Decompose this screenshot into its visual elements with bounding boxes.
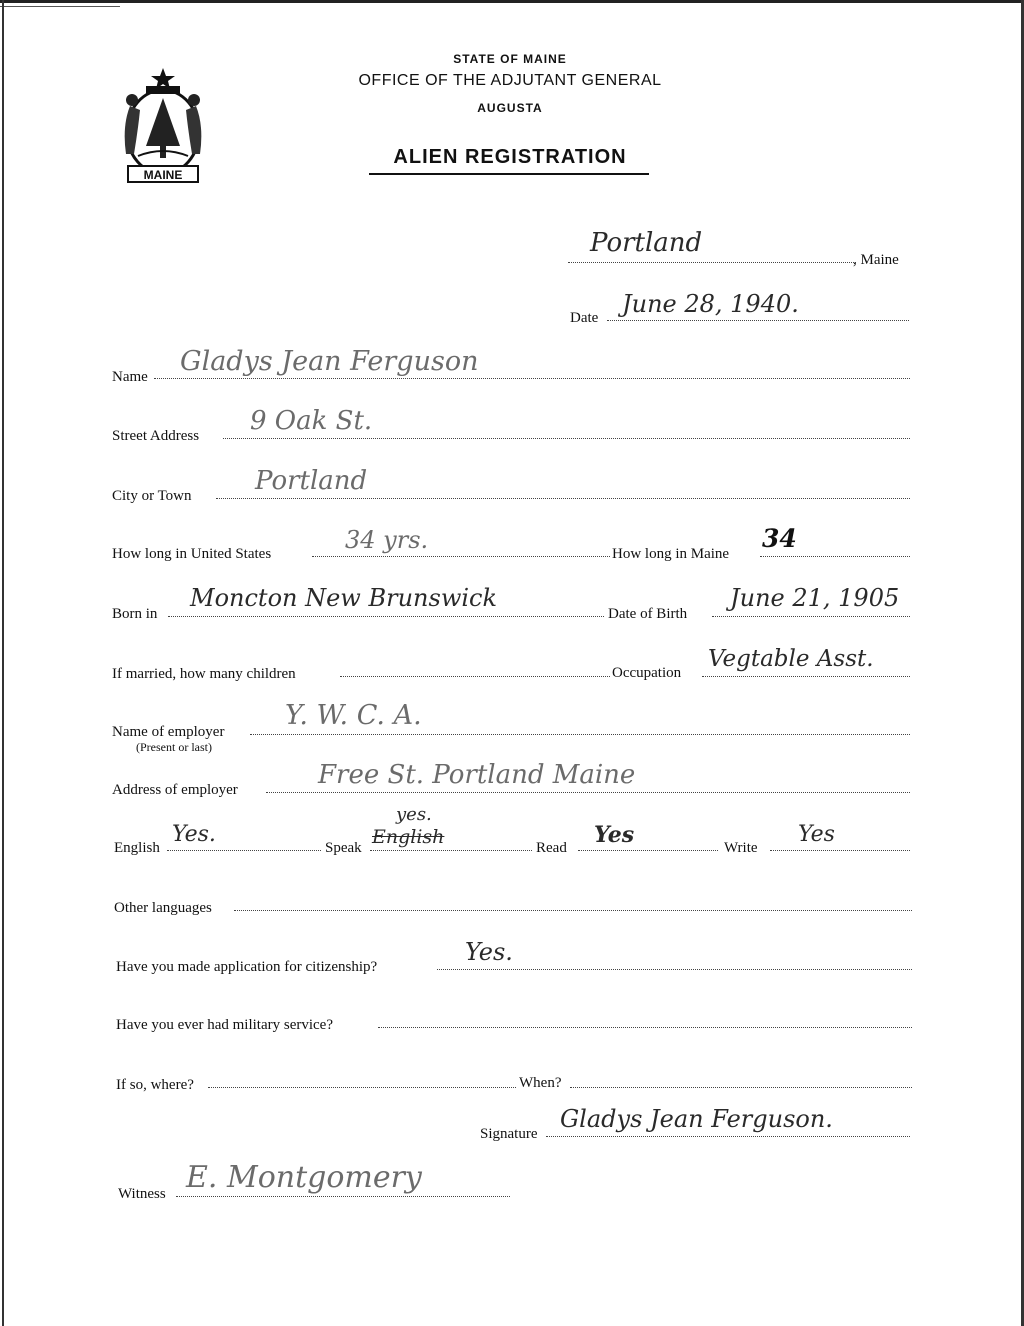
citizenship-line <box>437 969 912 970</box>
how-long-maine-value: 34 <box>762 524 797 553</box>
top-border-mark <box>0 6 120 7</box>
military-label: Have you ever had military service? <box>116 1017 333 1033</box>
street-address-label: Street Address <box>112 428 200 444</box>
english-value: Yes. <box>172 822 216 847</box>
read-line <box>578 850 718 851</box>
occupation-value: Vegtable Asst. <box>708 646 874 672</box>
how-long-maine-line <box>760 556 910 557</box>
street-address-line <box>223 438 910 439</box>
top-border <box>0 0 1024 3</box>
occupation-line <box>702 676 910 677</box>
how-long-us-line <box>312 556 610 557</box>
employer-value: Y. W. C. A. <box>285 700 422 731</box>
signature-value: Gladys Jean Ferguson. <box>560 1105 833 1133</box>
write-value: Yes <box>798 822 835 847</box>
other-languages-line <box>234 910 912 911</box>
name-label: Name <box>112 369 148 385</box>
witness-value: E. Montgomery <box>186 1160 422 1195</box>
date-of-birth-label: Date of Birth <box>608 606 688 622</box>
date-value: June 28, 1940. <box>622 290 799 318</box>
how-long-us-value: 34 yrs. <box>345 526 429 554</box>
witness-label: Witness <box>118 1186 166 1202</box>
signature-line <box>546 1136 910 1137</box>
form-title: ALIEN REGISTRATION <box>393 146 627 168</box>
form-title-underline <box>369 173 649 175</box>
other-languages-label: Other languages <box>114 900 212 916</box>
read-label: Read <box>536 840 567 856</box>
left-border <box>2 0 4 1326</box>
when-label: When? <box>519 1075 562 1091</box>
header-city: AUGUSTA <box>477 101 543 115</box>
street-address-value: 9 Oak St. <box>250 406 373 436</box>
occupation-label: Occupation <box>612 665 682 681</box>
place-value: Portland <box>590 228 703 258</box>
date-line <box>607 320 909 321</box>
citizenship-value: Yes. <box>465 938 513 966</box>
how-long-us-label: How long in United States <box>112 546 272 562</box>
state-seal <box>108 62 218 188</box>
when-line <box>570 1087 912 1088</box>
employer-address-label: Address of employer <box>112 782 238 798</box>
city-line <box>216 498 910 499</box>
header-office: OFFICE OF THE ADJUTANT GENERAL <box>358 72 662 89</box>
citizenship-label: Have you made application for citizenship? <box>116 959 378 975</box>
employer-address-value: Free St. Portland Maine <box>318 760 636 790</box>
write-line <box>770 850 910 851</box>
born-in-line <box>168 616 604 617</box>
speak-struck-value: English <box>372 826 445 848</box>
military-line <box>378 1027 912 1028</box>
city-label: City or Town <box>112 488 192 504</box>
date-of-birth-value: June 21, 1905 <box>730 584 900 612</box>
date-of-birth-line <box>712 616 910 617</box>
speak-label: Speak <box>325 840 362 856</box>
born-in-label: Born in <box>112 606 158 622</box>
place-suffix: , Maine <box>853 252 899 268</box>
header-state: STATE OF MAINE <box>453 52 567 66</box>
where-line <box>208 1087 516 1088</box>
how-long-maine-label: How long in Maine <box>612 546 730 562</box>
city-value: Portland <box>255 466 368 496</box>
married-children-line <box>340 676 610 677</box>
write-label: Write <box>724 840 758 856</box>
employer-line <box>250 734 910 735</box>
seal-text: MAINE <box>143 168 183 182</box>
signature-label: Signature <box>480 1126 538 1142</box>
english-label: English <box>114 840 160 856</box>
english-line <box>167 850 321 851</box>
speak-value: yes. <box>396 804 432 825</box>
witness-line <box>176 1196 510 1197</box>
date-label: Date <box>570 310 599 326</box>
employer-address-line <box>266 792 910 793</box>
speak-line <box>370 850 532 851</box>
married-children-label: If married, how many children <box>112 666 296 682</box>
place-line <box>568 262 856 263</box>
where-label: If so, where? <box>116 1077 194 1093</box>
read-value: Yes <box>594 822 635 848</box>
employer-label: Name of employer <box>112 724 225 740</box>
born-in-value: Moncton New Brunswick <box>190 584 498 612</box>
name-line <box>154 378 910 379</box>
name-value: Gladys Jean Ferguson <box>180 346 479 377</box>
employer-sublabel: (Present or last) <box>136 740 212 754</box>
